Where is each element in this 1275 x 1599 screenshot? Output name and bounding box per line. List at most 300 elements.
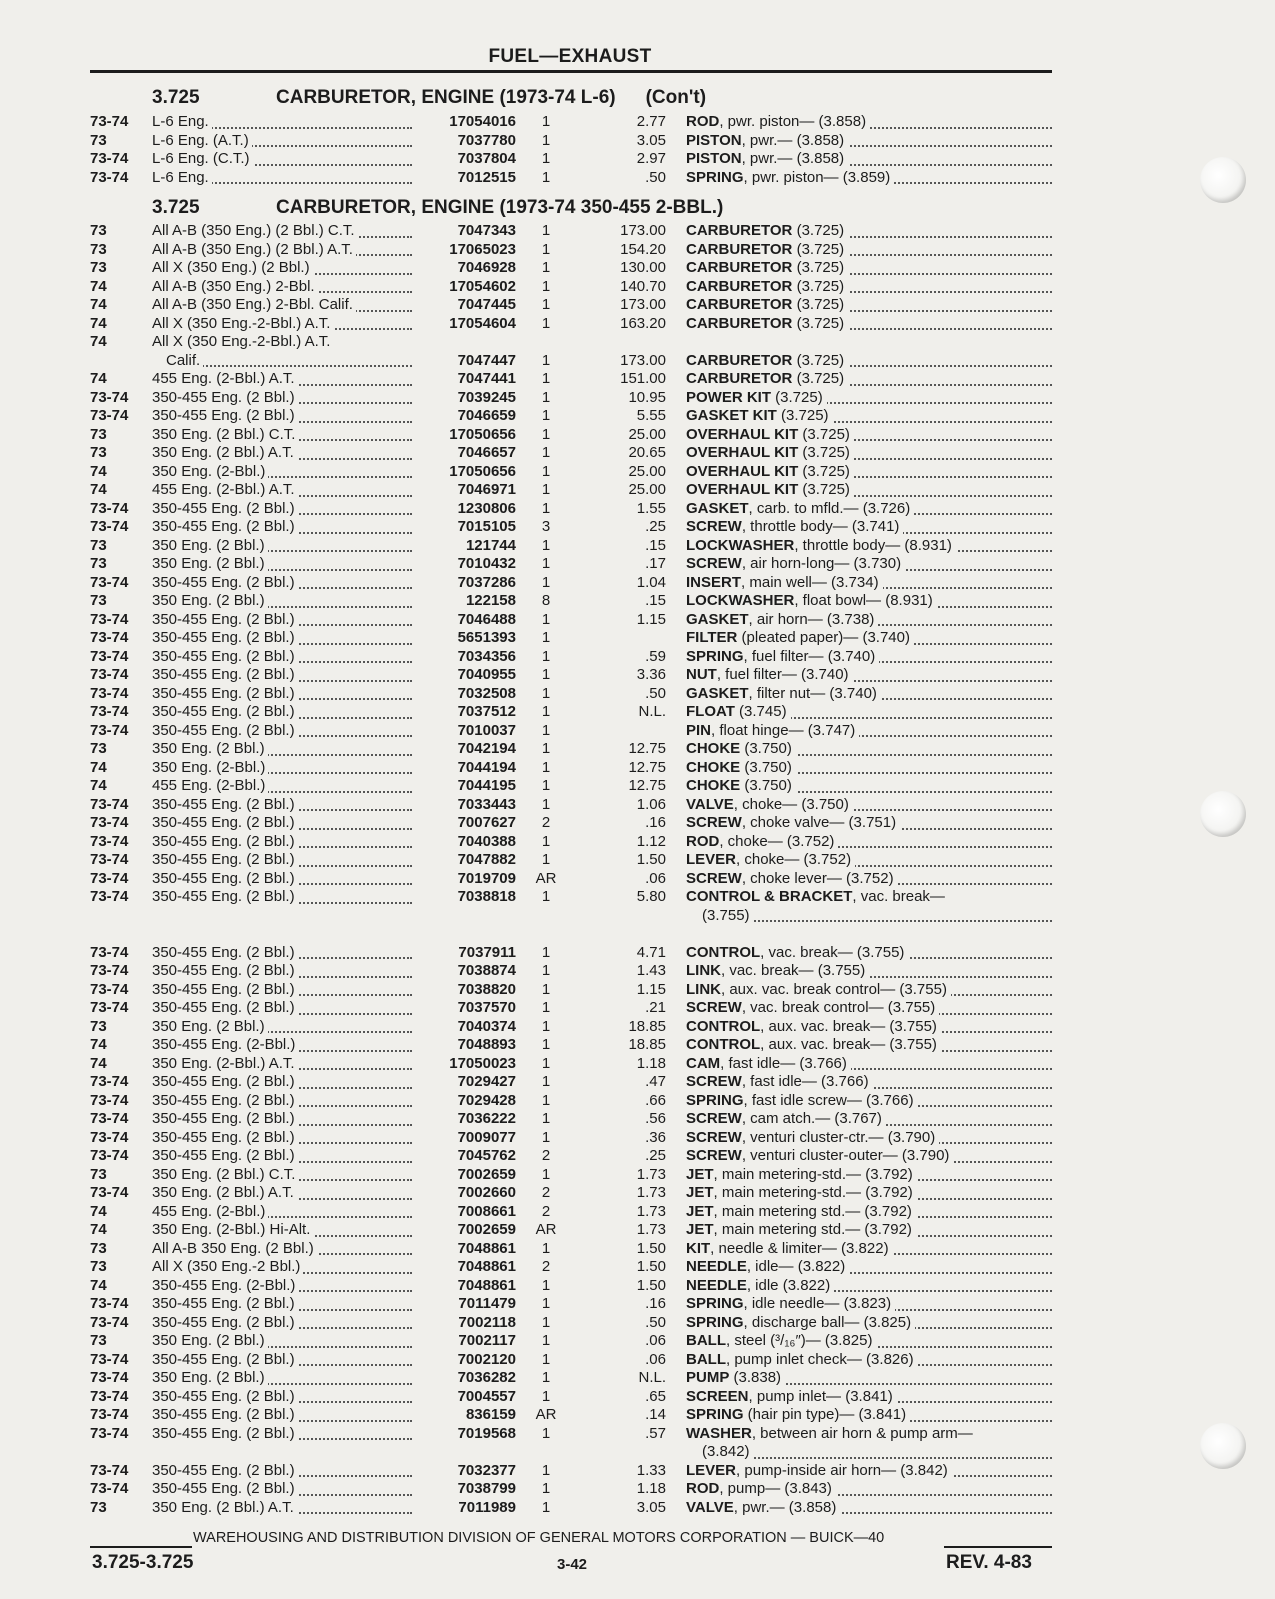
description-text <box>686 703 791 720</box>
application-text: 350-455 Eng. (2 Bbl.) <box>152 722 298 739</box>
parts-table-l6 <box>90 113 1052 187</box>
description <box>686 1147 1052 1166</box>
part-number: 7002117 <box>458 1332 516 1349</box>
price: .47 <box>645 1073 666 1090</box>
part-name: SPRING <box>686 1295 744 1312</box>
part-name: KIT <box>686 1239 711 1257</box>
application <box>152 315 420 334</box>
price: 173.00 <box>620 351 666 369</box>
part-detail: , fuel filter— (3.740) <box>716 666 849 683</box>
description <box>686 796 1052 815</box>
application-text: 350 Eng. (2 Bbl.) A.T. <box>152 444 297 461</box>
quantity: 1 <box>541 1054 551 1072</box>
application-text: 350-455 Eng. (2 Bbl.) <box>152 648 298 665</box>
application-text: 350-455 Eng. (2 Bbl.) <box>152 962 298 979</box>
application <box>152 888 420 907</box>
description <box>686 352 1052 371</box>
table-row <box>90 132 1052 151</box>
quantity: 1 <box>541 555 551 572</box>
section-title: CARBURETOR, ENGINE (1973-74 350-455 2-BBL.) <box>276 197 724 218</box>
part-detail: , idle— (3.822) <box>746 1258 846 1275</box>
description <box>686 1166 1052 1185</box>
table-row <box>90 1480 1052 1499</box>
application-text: 350-455 Eng. (2 Bbl.) <box>152 1314 298 1331</box>
application <box>152 500 420 519</box>
quantity: 1 <box>541 1276 551 1294</box>
part-number: 7046928 <box>457 259 516 276</box>
model-year: 74 <box>90 1221 107 1238</box>
description <box>686 1184 1052 1203</box>
price: 2.77 <box>636 113 666 130</box>
description <box>686 518 1052 537</box>
application-text: 350-455 Eng. (2 Bbl.) <box>152 500 298 517</box>
quantity: 1 <box>541 1295 551 1312</box>
description-text <box>686 1129 939 1146</box>
application <box>152 740 420 759</box>
description-text <box>686 222 848 239</box>
part-detail: (3.725) <box>792 240 845 258</box>
part-number: 7044194 <box>457 758 516 776</box>
description-text <box>686 444 854 461</box>
part-detail: , air horn-long— (3.730) <box>741 555 902 572</box>
application <box>152 1295 420 1314</box>
description <box>686 370 1052 389</box>
part-number: 121744 <box>465 536 516 554</box>
quantity: 1 <box>541 1332 551 1349</box>
application <box>152 132 420 151</box>
table-row <box>90 999 1052 1018</box>
part-detail: , pump inlet check— (3.826) <box>726 1350 914 1368</box>
model-year: 73-74 <box>90 1406 129 1423</box>
application <box>152 1314 420 1333</box>
description <box>686 777 1052 796</box>
price: 3.05 <box>636 1498 666 1516</box>
description <box>686 407 1052 426</box>
part-name: OVERHAUL KIT <box>686 425 799 443</box>
application-text: 350 Eng. (2 Bbl.) <box>152 740 268 757</box>
description-text <box>686 870 898 887</box>
table-row <box>90 1018 1052 1037</box>
price: .06 <box>645 1332 666 1349</box>
table-row <box>90 703 1052 722</box>
part-number: 7002118 <box>458 1313 516 1331</box>
model-year: 73 <box>90 259 107 276</box>
application <box>152 518 420 537</box>
quantity: 1 <box>541 610 551 628</box>
quantity: 1 <box>541 168 551 186</box>
description <box>686 648 1052 667</box>
part-number: 7037286 <box>457 573 516 591</box>
part-number: 7046657 <box>457 444 516 461</box>
price: .57 <box>645 1424 666 1442</box>
part-detail: , choke— (3.750) <box>733 795 849 813</box>
part-number: 7040955 <box>457 666 516 683</box>
quantity: 1 <box>541 259 551 276</box>
part-name: VALVE <box>686 1498 734 1516</box>
description <box>686 1314 1052 1333</box>
part-number: 7048861 <box>457 1276 516 1294</box>
part-name: CARBURETOR <box>686 222 793 239</box>
application-text: All X (350 Eng.-2-Bbl.) A.T. <box>152 315 333 332</box>
application <box>152 703 420 722</box>
part-number: 7002660 <box>457 1184 516 1201</box>
table-row <box>90 611 1052 630</box>
model-year: 73 <box>90 555 107 572</box>
model-year: 74 <box>90 333 107 350</box>
part-name: CARBURETOR <box>686 370 793 387</box>
model-year: 73 <box>90 222 107 239</box>
table-row <box>90 1369 1052 1388</box>
model-year: 73-74 <box>90 573 129 591</box>
description-text <box>702 907 754 924</box>
part-number: 7008661 <box>457 1202 516 1220</box>
part-name: GASKET KIT <box>686 407 777 424</box>
description <box>702 907 1052 926</box>
application-text: 350-455 Eng. (2 Bbl.) <box>152 407 298 424</box>
quantity: 3 <box>541 518 551 535</box>
application <box>152 389 420 408</box>
table-row <box>90 1425 1052 1444</box>
description-text <box>686 888 949 905</box>
price: 1.33 <box>636 1461 666 1479</box>
footer-section-range: 3.725-3.725 <box>92 1552 194 1573</box>
quantity: 1 <box>541 684 551 702</box>
model-year: 73-74 <box>90 1147 129 1164</box>
table-row <box>90 1462 1052 1481</box>
table-row <box>90 888 1052 907</box>
quantity: 1 <box>541 296 551 313</box>
table-row <box>90 629 1052 648</box>
model-year: 73 <box>90 240 107 258</box>
description <box>686 389 1052 408</box>
table-row <box>90 1184 1052 1203</box>
model-year: 73-74 <box>90 703 129 720</box>
part-name: LOCKWASHER <box>686 536 795 554</box>
application <box>152 629 420 648</box>
part-number: 7033443 <box>457 795 516 813</box>
quantity: 1 <box>541 1387 551 1405</box>
application-text: 350-455 Eng. (2 Bbl.) <box>152 389 298 406</box>
part-name: JET <box>686 1165 714 1183</box>
application-text: 350-455 Eng. (2 Bbl.) <box>152 796 298 813</box>
application-text: 350-455 Eng. (2 Bbl.) <box>152 666 298 683</box>
quantity: 1 <box>541 740 551 757</box>
application-text: 350 Eng. (2-Bbl.) Hi-Alt. <box>152 1221 313 1238</box>
table-row <box>90 481 1052 500</box>
application <box>152 981 420 1000</box>
part-number: 122158 <box>465 592 516 609</box>
application <box>152 222 420 241</box>
part-number: 7012515 <box>457 168 516 186</box>
part-number: 7037512 <box>457 703 516 720</box>
part-number: 7044195 <box>457 777 516 794</box>
part-detail: (3.750) <box>740 740 792 757</box>
quantity: 1 <box>541 481 551 498</box>
price: 1.73 <box>636 1202 666 1220</box>
description <box>686 132 1052 151</box>
description-text <box>686 796 853 813</box>
table-row <box>90 1221 1052 1240</box>
quantity: 1 <box>541 1498 551 1516</box>
application <box>152 1351 420 1370</box>
application-text: L-6 Eng. <box>152 169 212 186</box>
binder-hole <box>1200 1423 1246 1469</box>
application-text: L-6 Eng. (A.T.) <box>152 132 252 149</box>
price: .21 <box>645 999 666 1016</box>
model-year: 73-74 <box>90 1387 129 1405</box>
description <box>686 1369 1052 1388</box>
part-name: FLOAT <box>686 703 735 720</box>
part-detail: , pwr.— (3.858) <box>741 131 845 149</box>
quantity: 1 <box>541 1110 551 1127</box>
part-detail: , throttle body— (3.741) <box>741 518 900 535</box>
application <box>152 1221 420 1240</box>
quantity: 1 <box>541 721 551 739</box>
description <box>686 888 1052 907</box>
application-text: L-6 Eng. (C.T.) <box>152 150 253 167</box>
table-row <box>90 1295 1052 1314</box>
part-number: 7007627 <box>457 814 516 831</box>
part-detail: (3.838) <box>729 1369 782 1386</box>
price: .50 <box>645 168 666 186</box>
part-detail: (3.725) <box>792 259 845 276</box>
description <box>686 1480 1052 1499</box>
model-year: 73 <box>90 1165 107 1183</box>
quantity: 1 <box>541 1165 551 1183</box>
part-name: PISTON <box>686 150 742 167</box>
table-row <box>90 278 1052 297</box>
part-name: CONTROL <box>686 943 761 961</box>
part-name: NEEDLE <box>686 1276 747 1294</box>
table-row <box>90 1129 1052 1148</box>
part-number: 7010037 <box>457 721 516 739</box>
part-number: 7038874 <box>457 962 516 979</box>
quantity: 1 <box>541 962 551 979</box>
table-row <box>90 537 1052 556</box>
model-year: 73 <box>90 740 107 757</box>
description <box>686 999 1052 1018</box>
part-name: OVERHAUL KIT <box>686 481 799 498</box>
table-row <box>90 796 1052 815</box>
table-row <box>90 1073 1052 1092</box>
part-name: SPRING <box>686 1091 744 1109</box>
application-text: 350-455 Eng. (2-Bbl.) <box>152 1036 298 1053</box>
price: 1.73 <box>636 1221 666 1238</box>
table-row <box>90 500 1052 519</box>
quantity: 1 <box>541 370 551 387</box>
table-row <box>90 150 1052 169</box>
part-detail: , choke valve— (3.751) <box>741 814 897 831</box>
table-row <box>90 518 1052 537</box>
model-year: 73-74 <box>90 1424 129 1442</box>
description <box>686 481 1052 500</box>
application <box>152 1462 420 1481</box>
table-row <box>90 1277 1052 1296</box>
description <box>686 944 1052 963</box>
part-name: LOCKWASHER <box>686 592 795 609</box>
model-year: 74 <box>90 1276 107 1294</box>
application-text: 350-455 Eng. (2 Bbl.) <box>152 981 298 998</box>
description-text <box>686 777 796 794</box>
part-name: SPRING <box>686 168 744 186</box>
application <box>152 611 420 630</box>
price: 5.80 <box>636 888 666 905</box>
price: .15 <box>645 592 666 609</box>
table-row <box>90 722 1052 741</box>
description-text <box>686 1369 785 1386</box>
part-name: CHOKE <box>686 758 741 776</box>
table-row <box>90 555 1052 574</box>
description <box>686 851 1052 870</box>
quantity: 1 <box>541 1424 551 1442</box>
part-name: PISTON <box>686 131 742 149</box>
part-name: SCREW <box>686 869 742 887</box>
part-detail: (3.725) <box>792 296 845 313</box>
part-number: 7019709 <box>457 869 516 887</box>
application-text: 350 Eng. (2-Bbl.) <box>152 463 268 480</box>
part-number: 7010432 <box>457 555 516 572</box>
description-text <box>686 241 848 258</box>
price: .14 <box>645 1406 666 1423</box>
part-number: 7004557 <box>457 1387 516 1405</box>
table-row <box>90 1110 1052 1129</box>
part-number: 7048861 <box>457 1258 516 1275</box>
price: .56 <box>645 1110 666 1127</box>
price: .15 <box>645 536 666 554</box>
description-text <box>686 1166 917 1183</box>
price: 140.70 <box>620 277 666 295</box>
part-detail: , vac. break— <box>852 888 945 905</box>
description <box>686 1092 1052 1111</box>
price: .16 <box>645 814 666 831</box>
application <box>152 1369 420 1388</box>
application-text: 350 Eng. (2-Bbl.) <box>152 759 268 776</box>
part-name: SCREW <box>686 999 742 1016</box>
application <box>152 150 420 169</box>
part-name: GASKET <box>686 610 749 628</box>
part-number: 7002120 <box>457 1350 516 1368</box>
table-row <box>90 407 1052 426</box>
application-text: 350-455 Eng. (2 Bbl.) <box>152 1110 298 1127</box>
description-text <box>686 722 859 739</box>
description-text <box>686 315 848 332</box>
quantity: 1 <box>541 113 551 130</box>
table-row <box>90 1314 1052 1333</box>
part-detail: , pump— (3.843) <box>719 1480 832 1497</box>
application-text: All A-B (350 Eng.) (2 Bbl.) A.T. <box>152 241 356 258</box>
description-text <box>686 1018 941 1035</box>
part-number: 17054016 <box>449 113 516 130</box>
application-text: 350-455 Eng. (2 Bbl.) <box>152 1073 298 1090</box>
quantity: AR <box>535 1406 557 1423</box>
part-name: ROD <box>686 113 720 130</box>
table-row <box>90 1092 1052 1111</box>
price: 1.50 <box>636 1276 666 1294</box>
description <box>686 1258 1052 1277</box>
description-text <box>686 999 939 1016</box>
description <box>686 1240 1052 1259</box>
price: 1.73 <box>636 1184 666 1201</box>
application <box>152 574 420 593</box>
application <box>152 851 420 870</box>
model-year: 73 <box>90 425 107 443</box>
part-number: 7036282 <box>457 1369 516 1386</box>
dot-leader <box>702 920 1052 922</box>
price: 25.00 <box>628 425 666 443</box>
part-name: SCREW <box>686 1110 742 1127</box>
application <box>152 1110 420 1129</box>
description-text <box>686 278 848 295</box>
part-number: 7048861 <box>457 1239 516 1257</box>
part-name: JET <box>686 1184 714 1201</box>
part-name: VALVE <box>686 795 734 813</box>
part-number: 7046971 <box>457 481 516 498</box>
description-text <box>686 1314 915 1331</box>
part-detail: , between air horn & pump arm— <box>751 1424 973 1442</box>
model-year: 74 <box>90 1036 107 1053</box>
application-text: 455 Eng. (2-Bbl.) <box>152 1203 268 1220</box>
part-detail: , steel (³/₁₆″)— (3.825) <box>726 1332 873 1349</box>
price: 1.18 <box>636 1480 666 1497</box>
description-text <box>686 574 883 591</box>
header-rule <box>90 70 1052 73</box>
price: N.L. <box>638 703 666 720</box>
application-text: 350 Eng. (2 Bbl.) A.T. <box>152 1499 297 1516</box>
table-row <box>90 315 1052 334</box>
model-year: 73-74 <box>90 499 129 517</box>
price: 154.20 <box>620 240 666 258</box>
table-row <box>90 113 1052 132</box>
description-text <box>686 113 870 130</box>
quantity: 1 <box>541 758 551 776</box>
part-detail: (pleated paper)— (3.740) <box>737 629 910 646</box>
model-year: 74 <box>90 296 107 313</box>
application <box>152 444 420 463</box>
description-text <box>686 611 878 628</box>
part-detail: , idle needle— (3.823) <box>743 1295 892 1312</box>
part-number: 1230806 <box>457 499 516 517</box>
part-number: 7036222 <box>457 1110 516 1127</box>
part-detail: , venturi cluster-outer— (3.790) <box>741 1147 950 1164</box>
price: 5.55 <box>636 407 666 424</box>
application-text: All X (350 Eng.-2-Bbl.) A.T. <box>152 333 333 350</box>
part-number: 7011479 <box>458 1295 516 1312</box>
application <box>152 962 420 981</box>
table-row <box>90 851 1052 870</box>
page-header-title: FUEL—EXHAUST <box>488 46 652 67</box>
part-name: LINK <box>686 980 721 998</box>
footer-division: WAREHOUSING AND DISTRIBUTION DIVISION OF GENERAL MOTORS CORPORATION — BUICK—40 <box>193 1530 885 1546</box>
application-text: 350-455 Eng. (2 Bbl.) <box>152 999 298 1016</box>
application <box>152 1092 420 1111</box>
description-text <box>686 555 905 572</box>
description <box>686 814 1052 833</box>
description-text <box>686 851 855 868</box>
model-year: 73 <box>90 592 107 609</box>
part-name: SPRING <box>686 1406 744 1423</box>
part-detail: , main metering std.— (3.792) <box>713 1221 912 1238</box>
part-detail: (3.755) <box>702 906 750 924</box>
part-name: OVERHAUL KIT <box>686 462 799 480</box>
description <box>686 962 1052 981</box>
part-detail: , carb. to mfld.— (3.726) <box>748 499 911 517</box>
description <box>686 463 1052 482</box>
quantity: 1 <box>541 1239 551 1257</box>
description <box>686 666 1052 685</box>
binder-hole <box>1200 791 1246 837</box>
description <box>686 241 1052 260</box>
price: 1.43 <box>636 962 666 979</box>
